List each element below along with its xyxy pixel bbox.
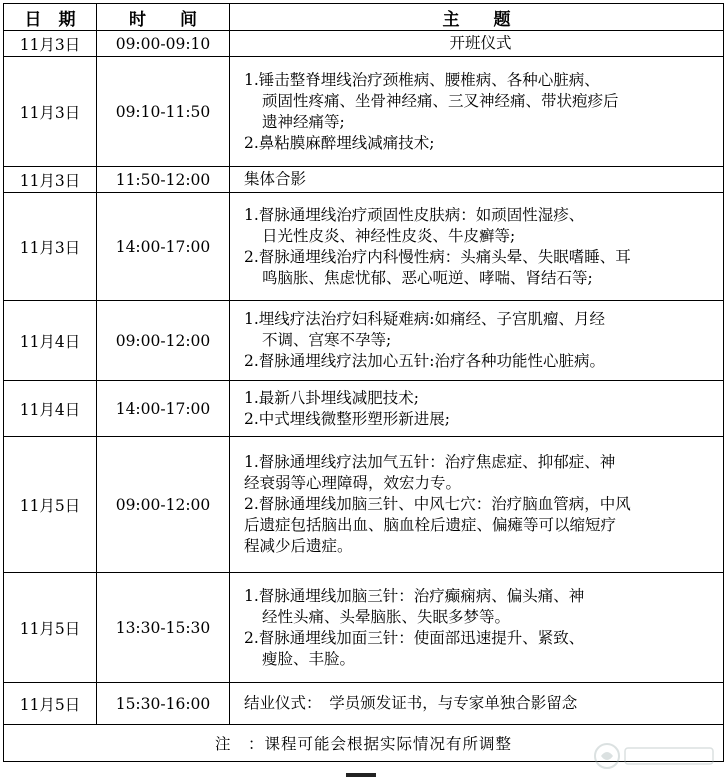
row-time: 09:10-11:50 [97, 57, 230, 167]
row-date: 11月3日 [4, 167, 97, 193]
topic-line: 2.鼻粘膜麻醉埋线减痛技术; [244, 133, 435, 152]
topic-line: 后遗症包括脑出血、脑血栓后遗症、偏瘫等可以缩短疗 [244, 516, 617, 534]
table-row [4, 381, 724, 437]
row-date: 11月4日 [4, 301, 97, 381]
row-date: 11月3日 [4, 31, 97, 57]
table-row [4, 193, 724, 301]
row-time: 09:00-09:10 [97, 31, 230, 57]
row-date: 11月3日 [4, 57, 97, 167]
table-row [4, 57, 724, 167]
row-topic [230, 193, 724, 301]
table-row [4, 437, 724, 573]
row-topic [230, 573, 724, 683]
topic-line: 1.锤击整脊埋线治疗颈椎病、腰椎病、各种心脏病、 [244, 70, 600, 89]
row-topic [230, 57, 724, 167]
table-row [4, 683, 724, 725]
row-time: 09:00-12:00 [97, 301, 230, 381]
row-time: 15:30-16:00 [97, 683, 230, 725]
table-row [4, 301, 724, 381]
row-topic [230, 167, 724, 193]
topic-line: 1.督脉通埋线加脑三针：治疗癫痫病、偏头痛、神 [244, 586, 585, 605]
row-time: 13:30-15:30 [97, 573, 230, 683]
row-topic [230, 683, 724, 725]
header-date: 日 期 [4, 4, 97, 31]
table-row [4, 167, 724, 193]
bottom-mark [346, 773, 376, 777]
topic-line: 2.督脉通埋线治疗内科慢性病：头痛头晕、失眠嗜睡、耳 [244, 247, 631, 266]
topic-line: 2.督脉通埋线加脑三针、中风七穴：治疗脑血管病，中风 [244, 495, 631, 513]
topic-line: 程减少后遗症。 [244, 537, 353, 555]
topic-line: 1.督脉通埋线疗法加气五针：治疗焦虑症、抑郁症、神 [244, 453, 616, 471]
row-time: 14:00-17:00 [97, 193, 230, 301]
row-date: 11月3日 [4, 193, 97, 301]
topic-line: 开班仪式 [449, 34, 512, 52]
topic-line: 遗神经痛等; [262, 112, 345, 131]
header-topic: 主 题 [230, 4, 724, 31]
row-topic [230, 437, 724, 573]
topic-line: 瘦脸、丰脸。 [262, 649, 356, 668]
row-topic [230, 301, 724, 381]
row-topic [230, 381, 724, 437]
topic-line: 鸣脑胀、焦虑忧郁、恶心呃逆、哮喘、肾结石等; [262, 268, 593, 287]
table-header-row [4, 4, 724, 31]
row-time: 09:00-12:00 [97, 437, 230, 573]
row-time: 11:50-12:00 [97, 167, 230, 193]
schedule-body [4, 31, 724, 725]
topic-line: 1.埋线疗法治疗妇科疑难病:如痛经、子宫肌瘤、月经 [244, 310, 606, 328]
row-date: 11月5日 [4, 573, 97, 683]
row-date: 11月5日 [4, 683, 97, 725]
row-time: 14:00-17:00 [97, 381, 230, 437]
topic-line: 顽固性疼痛、坐骨神经痛、三叉神经痛、带状疱疹后 [262, 91, 619, 110]
row-date: 11月5日 [4, 437, 97, 573]
header-time: 时 间 [97, 4, 230, 31]
topic-line: 日光性皮炎、神经性皮炎、牛皮癣等; [262, 226, 516, 245]
watermark-logo [591, 739, 721, 773]
table-row [4, 31, 724, 57]
topic-line: 集体合影 [244, 170, 307, 188]
row-date: 11月4日 [4, 381, 97, 437]
topic-line: 不调、宫寒不孕等; [262, 331, 392, 349]
row-topic [230, 31, 724, 57]
schedule-note: 注 ：课程可能会根据实际情况有所调整 [4, 725, 724, 762]
topic-line: 1.督脉通埋线治疗顽固性皮肤病：如顽固性湿疹、 [244, 205, 585, 224]
topic-line: 1.最新八卦埋线减肥技术; [244, 388, 420, 407]
topic-line: 经性头痛、头晕脑胀、失眠多梦等。 [262, 607, 511, 626]
table-row [4, 573, 724, 683]
topic-line: 结业仪式： 学员颁发证书，与专家单独合影留念 [244, 694, 578, 712]
topic-line: 2.督脉通埋线疗法加心五针:治疗各种功能性心脏病。 [244, 352, 606, 370]
topic-line: 2.督脉通埋线加面三针：使面部迅速提升、紧致、 [244, 628, 585, 647]
course-schedule-table [3, 3, 724, 762]
topic-line: 2.中式埋线微整形塑形新进展; [244, 409, 451, 428]
topic-line: 经衰弱等心理障碍，效宏力专。 [244, 474, 462, 492]
